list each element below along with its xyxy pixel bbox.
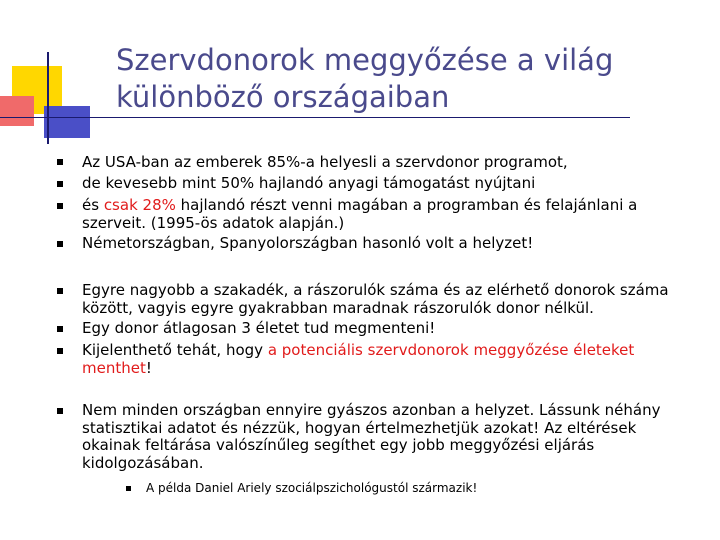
decor-horizontal-line xyxy=(0,117,630,118)
bullet-marker xyxy=(57,241,63,247)
bullet-item: Egyre nagyobb a szakadék, a rászorulók száma és az elérhető donorok száma között, vagyis egyre gyakrabban maradnak rászorulók donor nélkül. xyxy=(82,281,669,317)
decor-vertical-line xyxy=(47,52,49,144)
bullet-marker xyxy=(57,203,63,209)
bullet-marker xyxy=(57,326,63,332)
highlight-text: csak 28% xyxy=(103,196,176,214)
bullet-item: de kevesebb mint 50% hajlandó anyagi támogatást nyújtani xyxy=(82,174,536,192)
bullet-marker xyxy=(57,408,63,414)
bullet-marker xyxy=(57,288,63,294)
slide-title xyxy=(116,42,676,116)
bullet-item: Nem minden országban ennyire gyászos azonban a helyzet. Lássunk néhány statisztikai adatot és nézzük, hogyan értelmezhetjük azokat! Az eltérések okainak feltárása valószínűleg segíthet egy jobb meggyőzési eljárás kidolgozásában. xyxy=(82,401,661,472)
bullet-item: Az USA-ban az emberek 85%-a helyesli a szervdonor programot, xyxy=(82,153,568,171)
sub-bullet-marker xyxy=(126,486,131,491)
title-line-2: különböző országaiban xyxy=(116,80,450,114)
bullet-marker xyxy=(57,348,63,354)
decor-red-square xyxy=(0,96,34,126)
bullet-item: és csak 28% hajlandó részt venni magában a programban és felajánlani a szerveit. (1995-ös adatok alapján.) xyxy=(82,196,638,232)
bullet-item: Kijelenthető tehát, hogy a potenciális szervdonorok meggyőzése életeket menthet! xyxy=(82,341,635,377)
highlight-text: menthet xyxy=(82,358,146,377)
decor-blue-square xyxy=(44,106,90,138)
bullet-item: Egy donor átlagosan 3 életet tud megmenteni! xyxy=(82,319,436,337)
sub-bullet-item: A példa Daniel Ariely szociálpszichológustól származik! xyxy=(146,481,478,495)
bullet-marker xyxy=(57,181,63,187)
bullet-marker xyxy=(57,159,63,165)
title-line-1: Szervdonorok meggyőzése a világ xyxy=(116,43,614,77)
bullet-item: Németországban, Spanyolországban hasonló volt a helyzet! xyxy=(82,234,534,252)
highlight-text: a potenciális szervdonorok meggyőzése életeket xyxy=(267,341,635,359)
